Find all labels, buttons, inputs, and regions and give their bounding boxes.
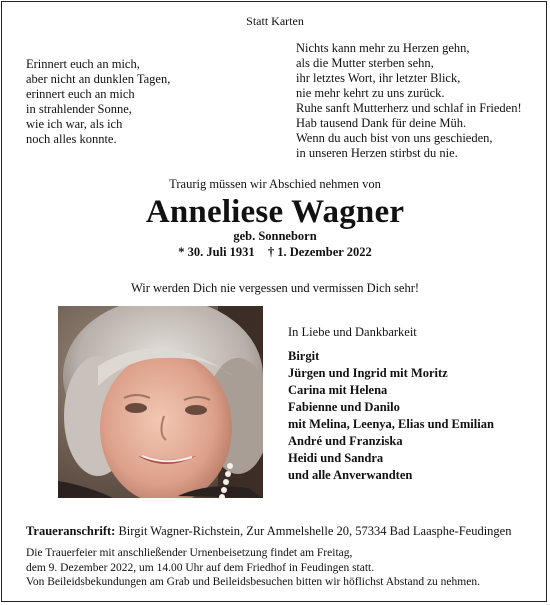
birth-date: * 30. Juli 1931 [178, 245, 255, 259]
poem-left-line: in strahlender Sonne, [26, 102, 132, 116]
poem-right-line: in unseren Herzen stirbst du nie. [296, 146, 458, 160]
poem-left-line: noch alles konnte. [26, 132, 117, 146]
address-value: Birgit Wagner-Richstein, Zur Ammelshelle 20, 57334 Bad Laasphe-Feudingen [118, 524, 512, 538]
poem-right-line: als die Mutter sterben sehn, [296, 56, 434, 70]
poem-right [296, 41, 522, 161]
note-line: Von Beileidsbekundungen am Grab und Beileidsbesuchen bitten wir höflichst Abstand zu nehmen. [26, 576, 480, 588]
poem-right-line: Ruhe sanft Mutterherz und schlaf in Frieden! [296, 101, 522, 115]
mourning-address [26, 524, 511, 539]
poem-right-line: Hab tausend Dank für deine Müh. [296, 116, 467, 130]
life-dates [0, 245, 550, 260]
poem-left [26, 57, 170, 147]
remember-line: Wir werden Dich nie vergessen und vermissen Dich sehr! [130, 281, 420, 295]
funeral-notes [26, 546, 480, 590]
poem-left-line: erinnert euch an mich [26, 87, 135, 101]
family-member: und alle Anverwandten [288, 468, 413, 482]
family-list [288, 348, 494, 484]
poem-left-line: Erinnert euch an mich, [26, 57, 140, 71]
death-date: † 1. Dezember 2022 [267, 245, 372, 259]
poem-right-line: ihr letztes Wort, ihr letzter Blick, [296, 71, 461, 85]
family-member: Heidi und Sandra [288, 451, 384, 465]
poem-left-line: aber nicht an dunklen Tagen, [26, 72, 171, 86]
family-member: Fabienne und Danilo [288, 400, 400, 414]
poem-right-line: Wenn du auch bist von uns geschieden, [296, 131, 493, 145]
note-line: dem 9. Dezember 2022, um 14.00 Uhr auf dem Friedhof in Feudingen statt. [26, 561, 375, 574]
family-member: Birgit [288, 349, 320, 363]
family-member: Jürgen und Ingrid mit Moritz [288, 366, 448, 380]
address-label: Traueranschrift: [26, 524, 116, 538]
intro-text: Traurig müssen wir Abschied nehmen von [169, 177, 381, 191]
maiden-name: geb. Sonneborn [233, 229, 317, 243]
love-line: In Liebe und Dankbarkeit [288, 325, 417, 339]
poem-right-line: nie mehr kehrt zu uns zurück. [296, 86, 445, 100]
family-member: André und Franziska [288, 434, 403, 448]
family-member: Carina mit Helena [288, 383, 388, 397]
poem-left-line: wie ich war, als ich [26, 117, 123, 131]
poem-right-line: Nichts kann mehr zu Herzen gehn, [296, 41, 470, 55]
family-member: mit Melina, Leenya, Elias und Emilian [288, 417, 494, 431]
portrait-photo [58, 306, 263, 498]
deceased-name: Anneliese Wagner [145, 194, 405, 230]
header-statt-karten: Statt Karten [246, 14, 304, 28]
note-line: Die Trauerfeier mit anschließender Urnenbeisetzung findet am Freitag, [26, 547, 353, 559]
